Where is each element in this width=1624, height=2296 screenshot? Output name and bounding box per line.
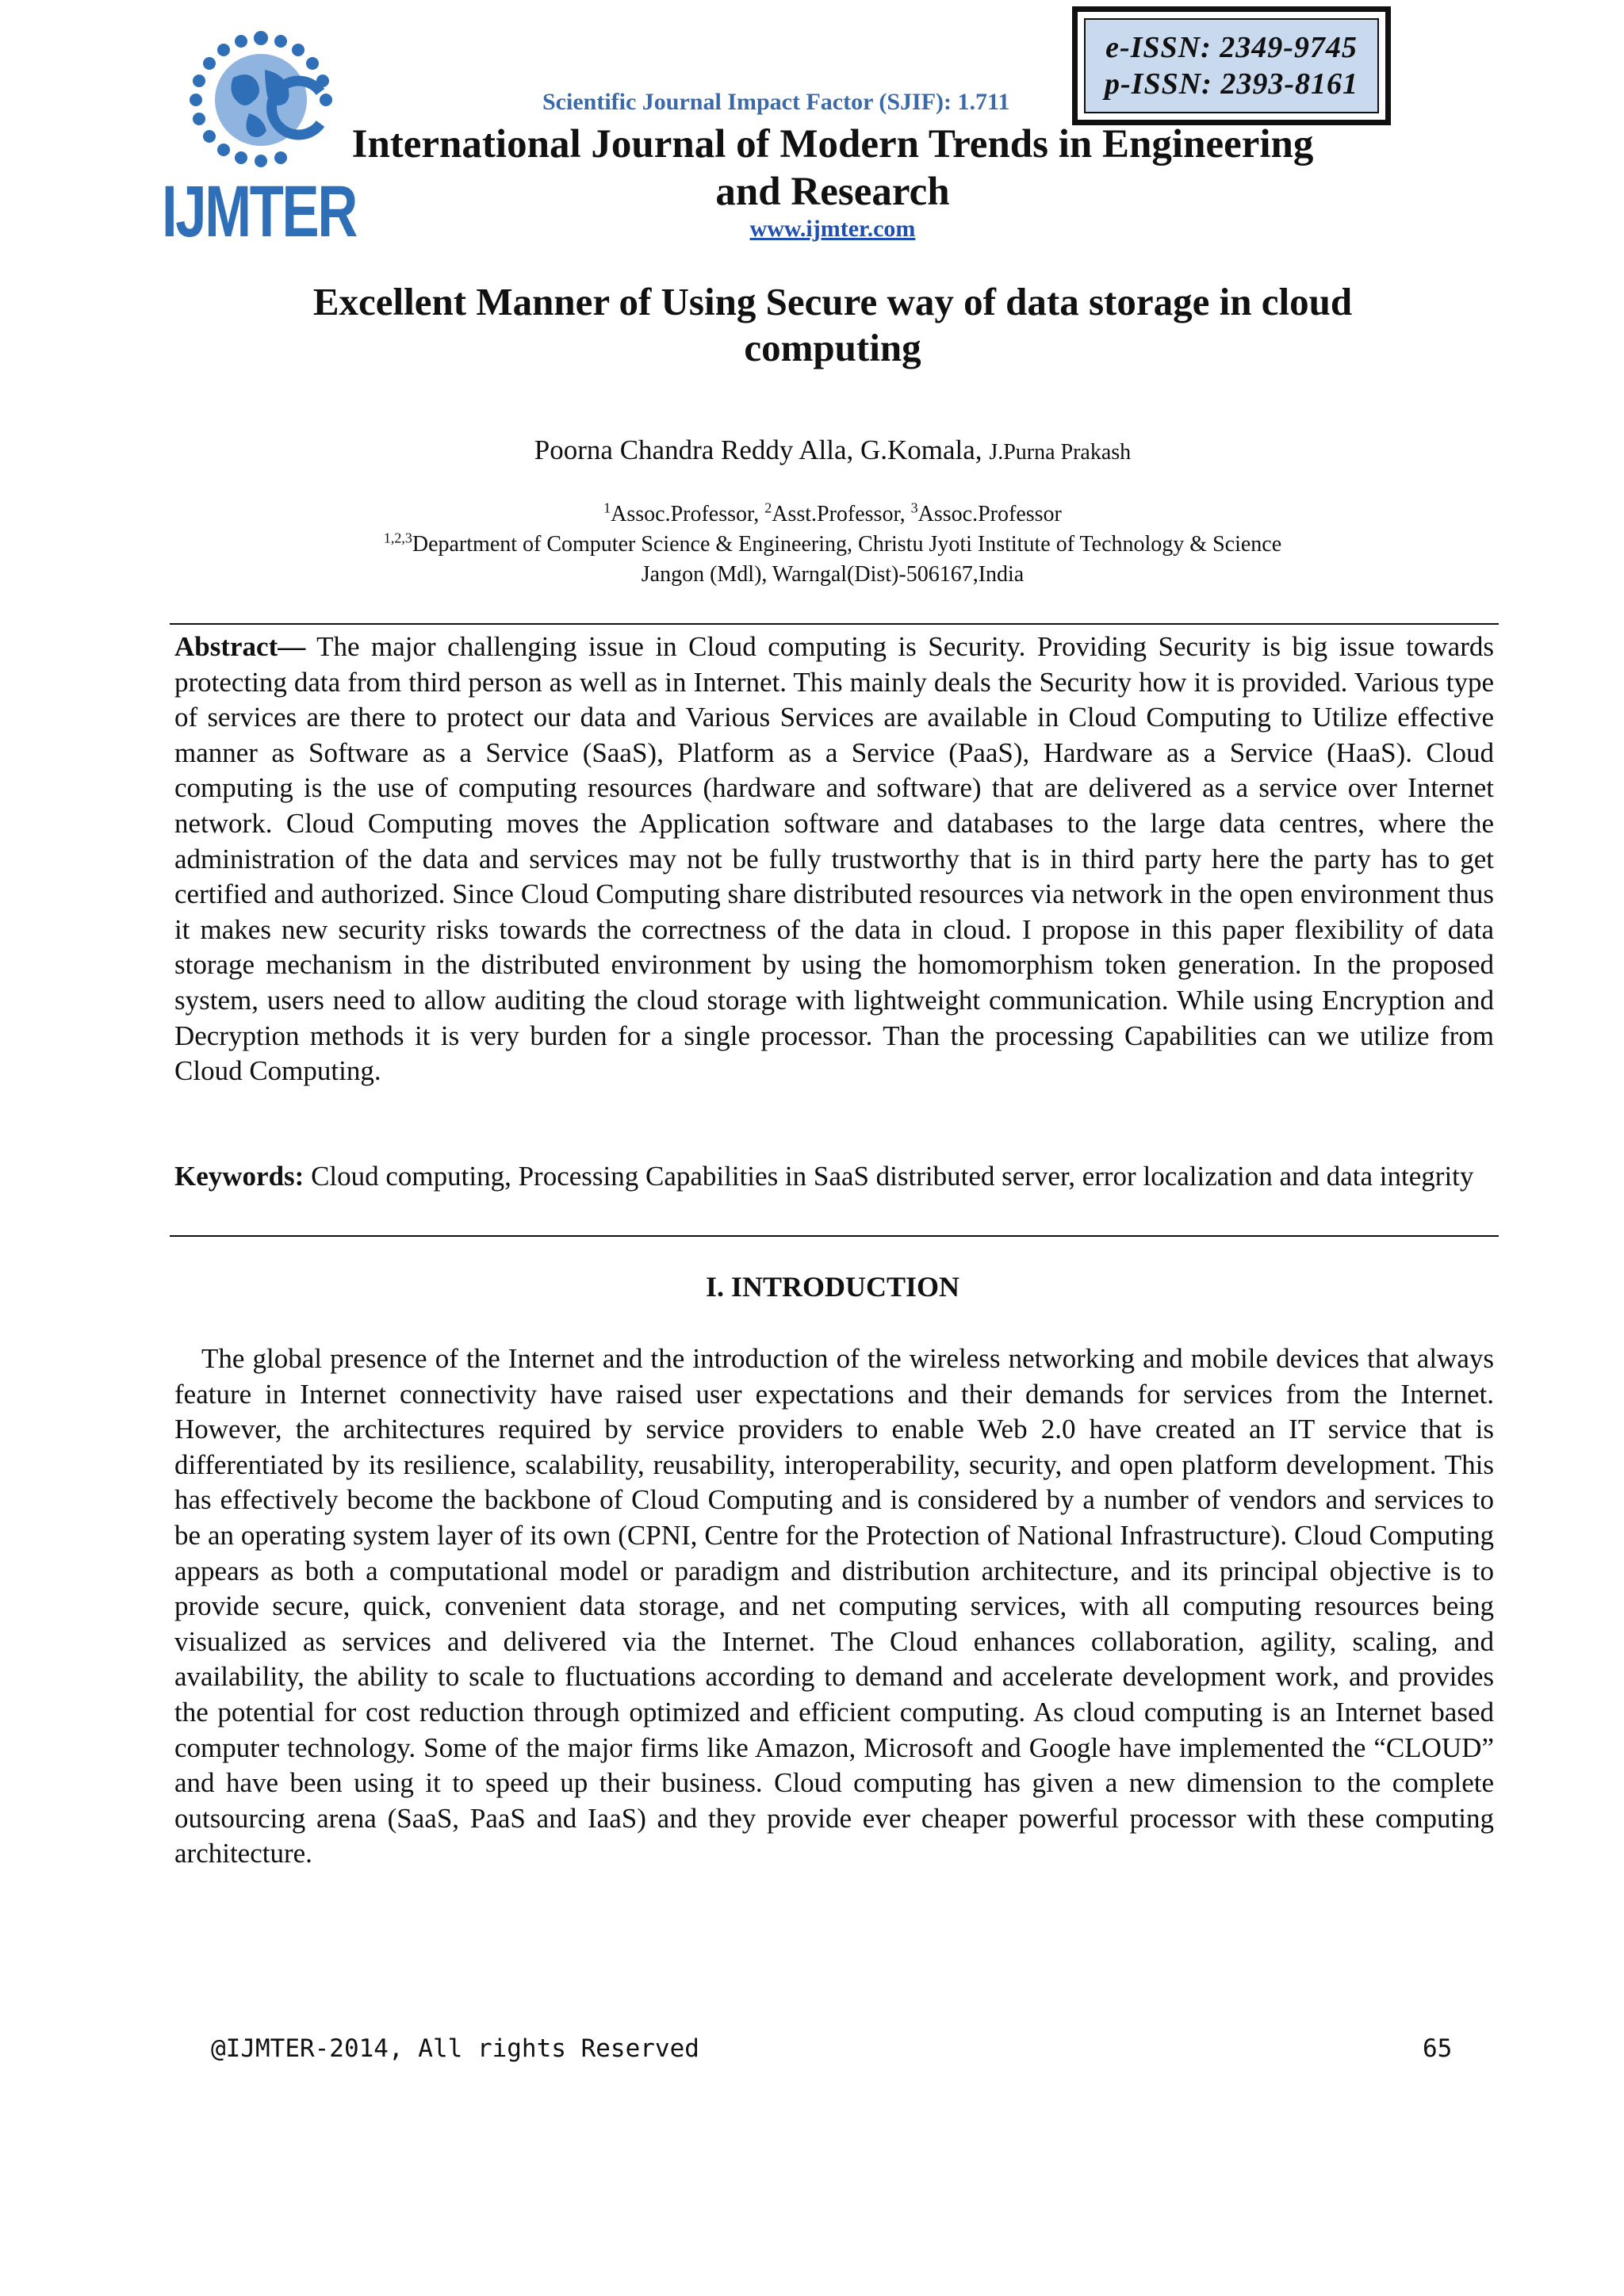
sup-1: 1 (603, 499, 611, 516)
impact-factor: Scientific Journal Impact Factor (SJIF): 1.711 (542, 89, 1010, 115)
role-1: Assoc.Professor, (611, 502, 765, 526)
abstract-label: Abstract— (174, 631, 306, 662)
authors-main: Poorna Chandra Reddy Alla, G.Komala, (534, 434, 982, 465)
dept-sup: 1,2,3 (383, 530, 412, 546)
issn-inner (1084, 18, 1379, 113)
sup-2: 2 (764, 499, 772, 516)
department: Department of Computer Science & Engineering, Christu Jyoti Institute of Technology & Science (412, 532, 1282, 557)
authors-tail: J.Purna Prakash (989, 440, 1132, 465)
department-line (119, 530, 1546, 560)
affiliation (119, 499, 1546, 590)
issn-box (1072, 6, 1391, 125)
journal-title: International Journal of Modern Trends in Engineering and Research (351, 122, 1314, 214)
section-heading-introduction: I. INTRODUCTION (705, 1271, 960, 1303)
journal-url-link[interactable]: www.ijmter.com (749, 216, 916, 242)
sup-3: 3 (910, 499, 918, 516)
role-2: Asst.Professor, (772, 502, 911, 526)
keywords (174, 1159, 1494, 1195)
introduction-text: The global presence of the Internet and the introduction of the wireless networking and mobile devices that always feature in Internet connectivity have raised user expectations and their demands for services from the Internet. However, the architectures required by service providers to enable Web 2.0 have created an IT service that is differentiated by its resilience, scalability, reusability, interoperability, security, and open platform development. This has effectively become the backbone of Cloud Computing and is considered by a number of vendors and services to be an operating system layer of its own (CPNI, Centre for the Protection of National Infrastructure). Cloud Computing appears as both a computational model or paradigm and distribution architecture, and its principal objective is to provide secure, quick, convenient data storage, and net computing services, with all computing resources being visualized as services and delivered via the Internet. The Cloud enhances collaboration, agility, scaling, and availability, the ability to scale to fluctuations according to demand and accelerate development work, and provides the potential for cost reduction through optimized and efficient computing. As cloud computing is an Internet based computer technology. Some of the major firms like Amazon, Microsoft and Google have implemented the “CLOUD” and have been using it to speed up their business. Cloud computing has given a new dimension to the complete outsourcing arena (SaaS, PaaS and IaaS) and they provide ever cheaper powerful processor with these computing architecture. (174, 1343, 1494, 1869)
logo-text: IJMTER (162, 171, 358, 252)
keywords-label: Keywords: (174, 1161, 304, 1192)
abstract (174, 629, 1494, 1089)
address-line: Jangon (Mdl), Warngal(Dist)-506167,India (641, 562, 1025, 587)
authors-line (238, 434, 1427, 466)
footer-copyright: @IJMTER-2014, All rights Reserved (211, 2034, 699, 2063)
role-3: Assoc.Professor (917, 502, 1062, 526)
top-rule (170, 623, 1499, 625)
pissn: p-ISSN: 2393-8161 (1105, 67, 1358, 101)
roles-line (119, 499, 1546, 530)
paper-title: Excellent Manner of Using Secure way of data storage in cloud computing (312, 280, 1353, 369)
abstract-text: The major challenging issue in Cloud computing is Security. Providing Security is big issue towards protecting data from third person as well as in Internet. This mainly deals the Security how it is provided. Various type of services are there to protect our data and Various Services are available in Cloud Computing to Utilize effective manner as Software as a Service (SaaS), Platform as a Service (PaaS), Hardware as a Service (HaaS). Cloud computing is the use of computing resources (hardware and software) that are delivered as a service over Internet network. Cloud Computing moves the Application software and databases to the large data centres, where the administration of the data and services may not be fully trustworthy that is in third party here the party has to get certified and authorized. Since Cloud Computing share distributed resources via network in the open environment thus it makes new security risks towards the correctness of the data in cloud. I propose in this paper flexibility of data storage mechanism in the distributed environment by using the homomorphism token generation. In the proposed system, users need to allow auditing the cloud storage with lightweight communication. While using Encryption and Decryption methods it is very burden for a single processor. Than the processing Capabilities can we utilize from Cloud Computing. (174, 631, 1494, 1087)
eissn: e-ISSN: 2349-9745 (1105, 31, 1358, 64)
page-number: 65 (1423, 2034, 1453, 2063)
keywords-text: Cloud computing, Processing Capabilities in SaaS distributed server, error localization and data integrity (304, 1161, 1474, 1192)
bottom-rule (170, 1235, 1499, 1237)
